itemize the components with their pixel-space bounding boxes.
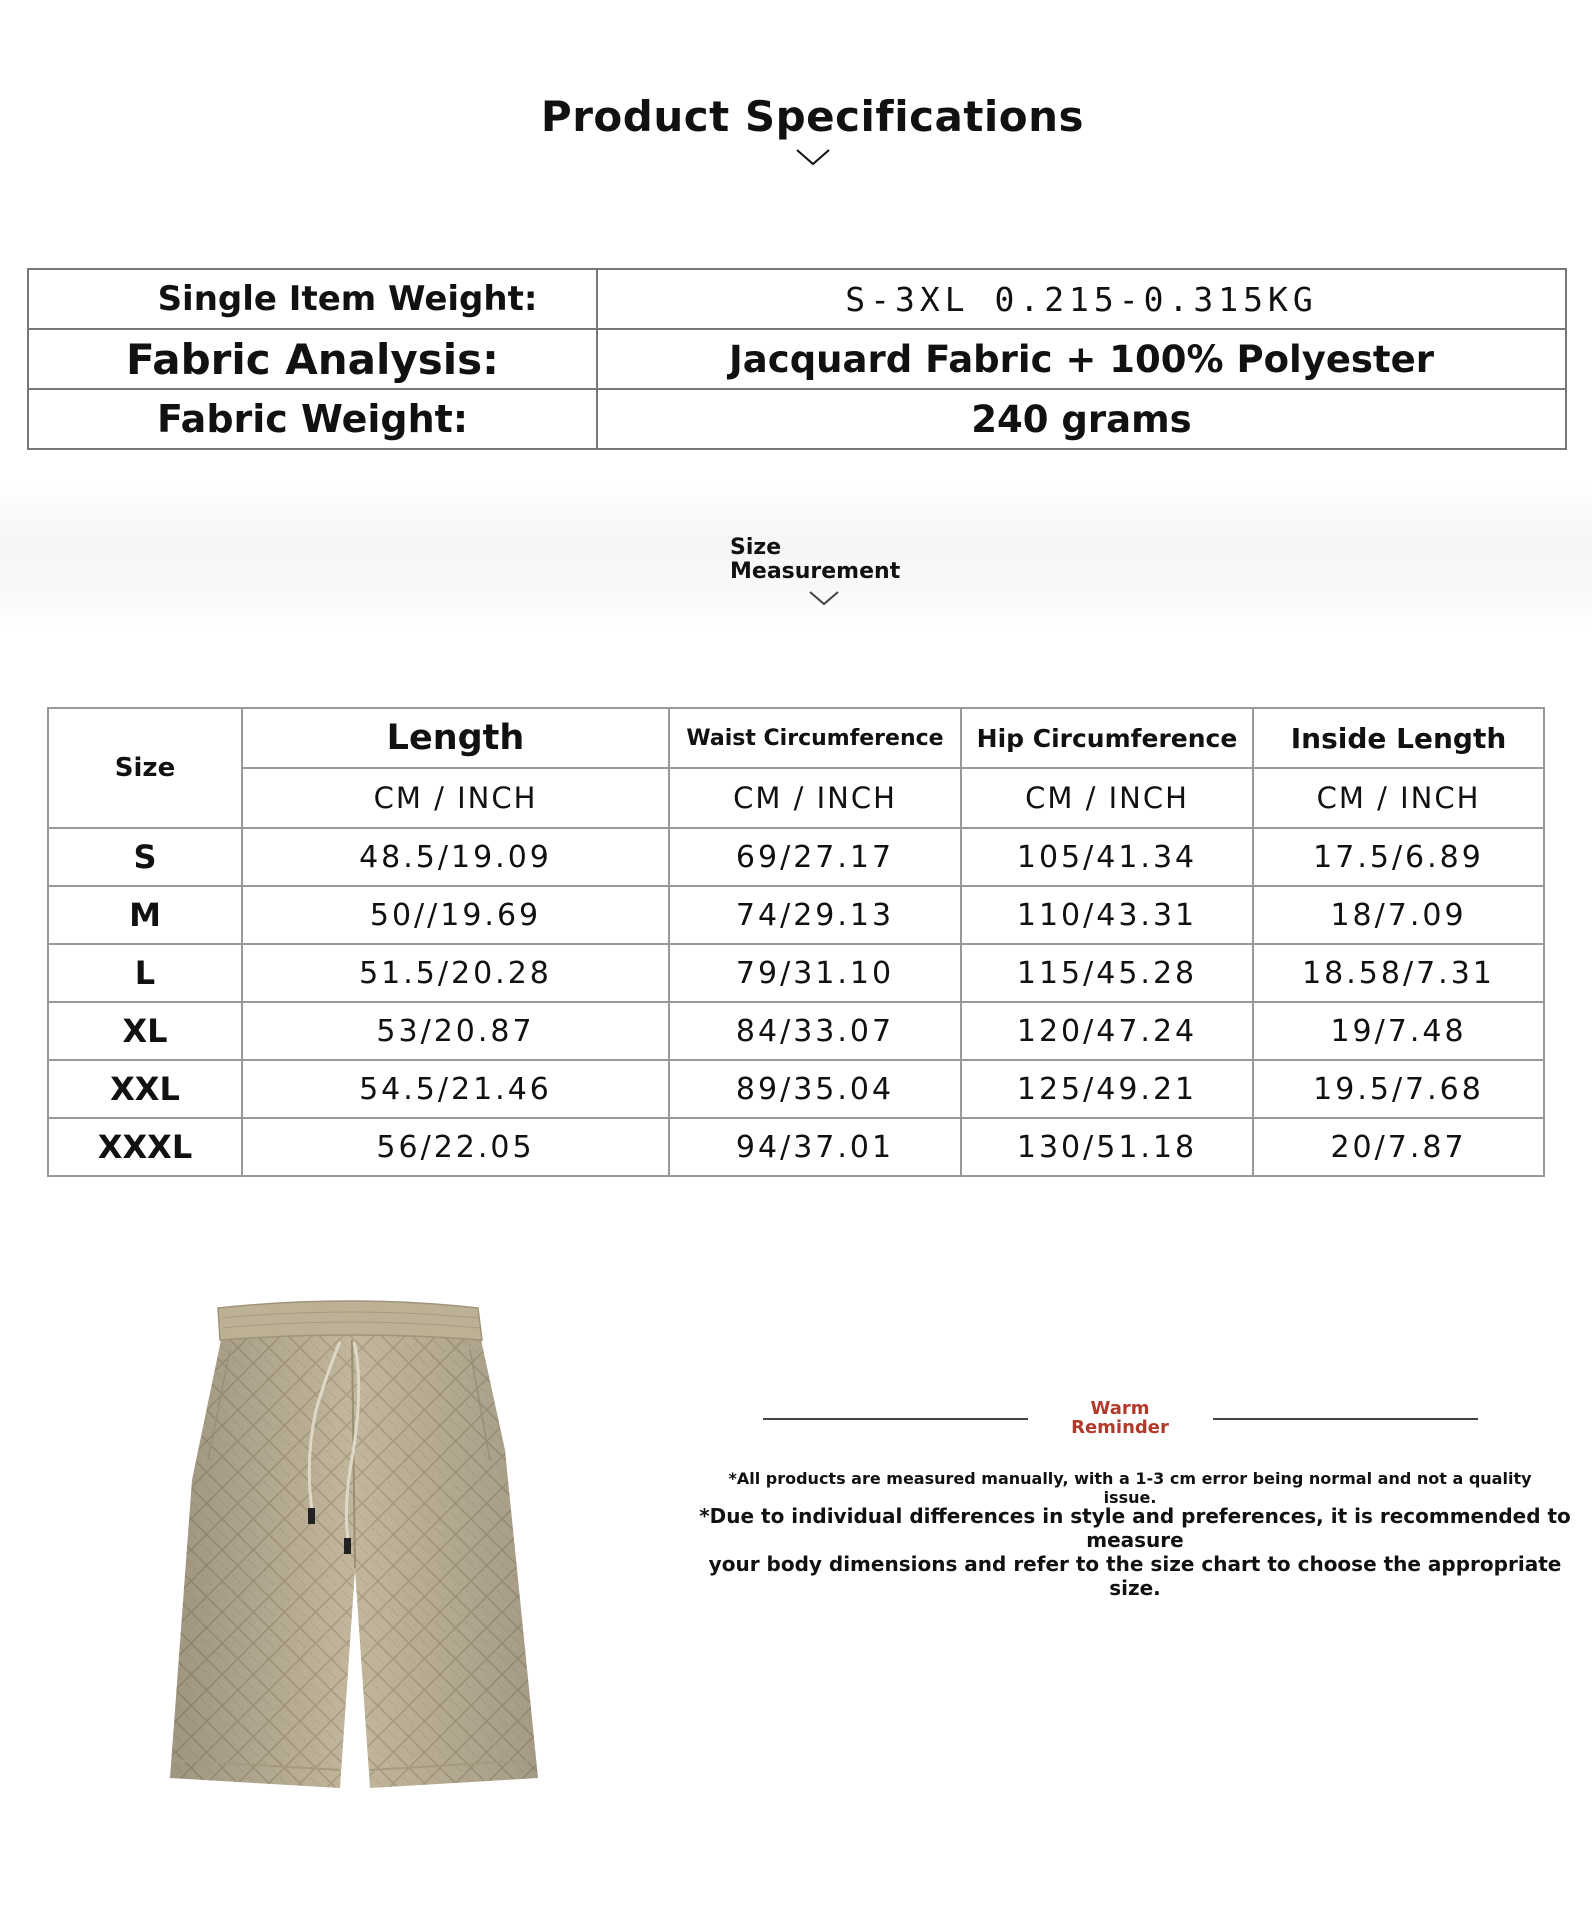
unit-label: CM / INCH (961, 768, 1253, 828)
chevron-down-icon (795, 148, 831, 166)
spec-table (27, 268, 1567, 450)
table-cell: 56/22.05 (242, 1118, 669, 1176)
size-label: L (48, 944, 242, 1002)
measure-header: Hip Circumference (961, 708, 1253, 768)
table-cell: 50//19.69 (242, 886, 669, 944)
table-cell: 115/45.28 (961, 944, 1253, 1002)
chevron-down-icon (808, 590, 840, 606)
spec-row (28, 269, 1566, 329)
table-cell: 74/29.13 (669, 886, 961, 944)
size-table (47, 707, 1545, 1177)
spec-label: Single Item Weight: (28, 269, 597, 329)
page-title: Product Specifications (540, 92, 1085, 141)
spec-row (28, 329, 1566, 389)
size-label: XXL (48, 1060, 242, 1118)
unit-label: CM / INCH (669, 768, 961, 828)
spec-value: S-3XL 0.215-0.315KG (597, 269, 1566, 329)
table-row (48, 1118, 1544, 1176)
table-row (48, 828, 1544, 886)
measure-header: Waist Circumference (669, 708, 961, 768)
table-cell: 84/33.07 (669, 1002, 961, 1060)
table-cell: 105/41.34 (961, 828, 1253, 886)
table-cell: 18.58/7.31 (1253, 944, 1544, 1002)
size-label: XL (48, 1002, 242, 1060)
unit-label: CM / INCH (1253, 768, 1544, 828)
table-cell: 19/7.48 (1253, 1002, 1544, 1060)
table-cell: 17.5/6.89 (1253, 828, 1544, 886)
table-cell: 19.5/7.68 (1253, 1060, 1544, 1118)
measure-header: Length (242, 708, 669, 768)
table-row (48, 1060, 1544, 1118)
unit-header (48, 768, 1544, 828)
table-cell: 130/51.18 (961, 1118, 1253, 1176)
table-row (48, 886, 1544, 944)
table-row (48, 944, 1544, 1002)
table-cell: 110/43.31 (961, 886, 1253, 944)
table-cell: 20/7.87 (1253, 1118, 1544, 1176)
spec-label: Fabric Analysis: (28, 329, 597, 389)
product-image-shorts (160, 1300, 560, 1800)
table-cell: 79/31.10 (669, 944, 961, 1002)
table-cell: 94/37.01 (669, 1118, 961, 1176)
table-cell: 51.5/20.28 (242, 944, 669, 1002)
spec-label: Fabric Weight: (28, 389, 597, 449)
size-label: XXXL (48, 1118, 242, 1176)
divider-left (763, 1418, 1028, 1420)
table-cell: 69/27.17 (669, 828, 961, 886)
spec-row (28, 389, 1566, 449)
size-table-header (48, 708, 1544, 768)
spec-value: 240 grams (597, 389, 1566, 449)
table-cell: 18/7.09 (1253, 886, 1544, 944)
table-row (48, 1002, 1544, 1060)
measure-header: Inside Length (1253, 708, 1544, 768)
size-measurement-title: Size Measurement (730, 535, 901, 584)
table-cell: 89/35.04 (669, 1060, 961, 1118)
table-cell: 48.5/19.09 (242, 828, 669, 886)
size-column-header: Size (48, 708, 242, 828)
divider-right (1213, 1418, 1478, 1420)
table-cell: 54.5/21.46 (242, 1060, 669, 1118)
table-cell: 125/49.21 (961, 1060, 1253, 1118)
warm-reminder-title: Warm Reminder (1071, 1398, 1169, 1438)
table-cell: 120/47.24 (961, 1002, 1253, 1060)
size-label: S (48, 828, 242, 886)
reminder-note: *Due to individual differences in style and preferences, it is recommended to measure your body dimensions and refer to the size chart to choose the appropriate size. (699, 1504, 1571, 1600)
size-label: M (48, 886, 242, 944)
table-cell: 53/20.87 (242, 1002, 669, 1060)
spec-value: Jacquard Fabric + 100% Polyester (597, 329, 1566, 389)
unit-label: CM / INCH (242, 768, 669, 828)
reminder-note: *All products are measured manually, with a 1-3 cm error being normal and not a quality issue. (728, 1469, 1532, 1507)
